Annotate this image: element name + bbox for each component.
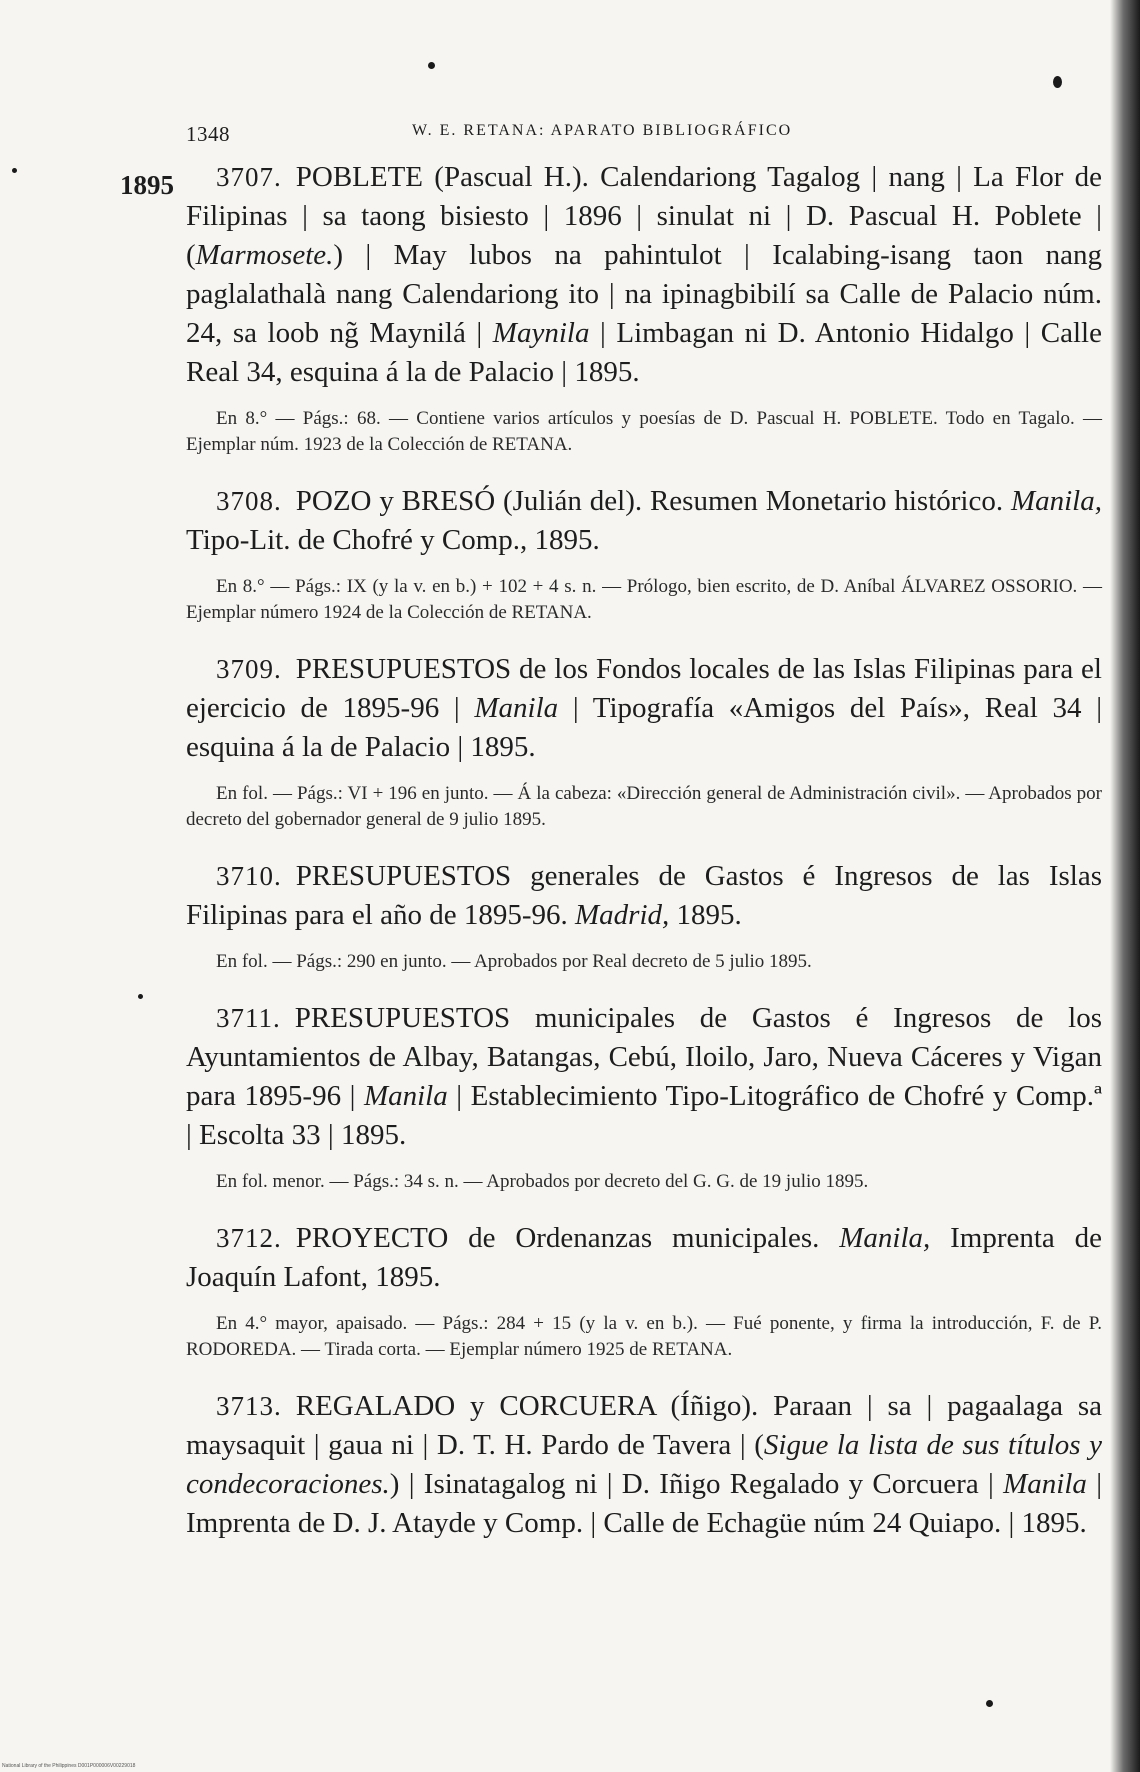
- ink-speck: [428, 62, 435, 69]
- entry-3707: [186, 158, 1102, 458]
- page-edge-shadow: [1110, 0, 1140, 1772]
- entry-number: 3709.: [216, 654, 282, 684]
- ink-speck: [12, 168, 17, 173]
- entry-3710: [186, 857, 1102, 975]
- entry-3711: [186, 999, 1102, 1195]
- entry-main-text: 3707. POBLETE (Pascual H.). Calendariong Tagalog | nang | La Flor de Filipinas | sa taong bisiesto | 1896 | sinulat ni | D. Pascual H. Poblete | (Marmosete.) | May lubos na pahintulot | Icalabing-isang taon nang paglalathalà nang Calendariong ito | na ipinagbibilí sa Calle de Palacio núm. 24, sa loob ng̃ Maynilá | Maynila | Limbagan ni D. Antonio Hidalgo | Calle Real 34, esquina á la de Palacio | 1895.: [186, 161, 1102, 388]
- entry-note: En fol. — Págs.: 290 en junto. — Aprobados por Real decreto de 5 julio 1895.: [216, 951, 812, 972]
- ink-speck: [1053, 76, 1062, 88]
- entry-3712: [186, 1219, 1102, 1363]
- entry-number: 3710.: [216, 861, 282, 891]
- library-watermark: National Library of the Philippines D001P000006V00229018: [2, 1763, 136, 1769]
- entry-main-text: 3708. POZO y BRESÓ (Julián del). Resumen Monetario histórico. Manila, Tipo-Lit. de Chofré y Comp., 1895.: [186, 485, 1102, 556]
- entry-3709: [186, 650, 1102, 833]
- entry-note: En 4.° mayor, apaisado. — Págs.: 284 + 15 (y la v. en b.). — Fué ponente, y firma la introducción, F. de P. RODOREDA. — Tirada corta. — Ejemplar número 1925 de RETANA.: [186, 1313, 1102, 1360]
- page-header: [186, 118, 1086, 148]
- entry-number: 3711.: [216, 1003, 281, 1033]
- page-number: 1348: [186, 122, 230, 146]
- entry-main-text: 3710. PRESUPUESTOS generales de Gastos é Ingresos de las Islas Filipinas para el año de 1895-96. Madrid, 1895.: [186, 860, 1102, 931]
- entry-main-text: 3711. PRESUPUESTOS municipales de Gastos é Ingresos de los Ayuntamientos de Albay, Batangas, Cebú, Iloilo, Jaro, Nueva Cáceres y Vigan para 1895-96 | Manila | Establecimiento Tipo-Litográfico de Chofré y Comp.ª | Escolta 33 | 1895.: [186, 1002, 1102, 1151]
- entry-number: 3713.: [216, 1391, 282, 1421]
- entries-list: [186, 158, 1102, 1567]
- entry-main-text: 3713. REGALADO y CORCUERA (Íñigo). Paraan | sa | pagaalaga sa maysaquit | gaua ni | D. T. H. Pardo de Tavera | (Sigue la lista de sus títulos y condecoraciones.) | Isinatagalog ni | D. Iñigo Regalado y Corcuera | Manila | Imprenta de D. J. Atayde y Comp. | Calle de Echagüe núm 24 Quiapo. | 1895.: [186, 1390, 1102, 1539]
- entry-note: En 8.° — Págs.: IX (y la v. en b.) + 102 + 4 s. n. — Prólogo, bien escrito, de D. Aníbal ÁLVAREZ OSSORIO. — Ejemplar número 1924 de la Colección de RETANA.: [186, 576, 1102, 623]
- entry-3708: [186, 482, 1102, 626]
- entry-main-text: 3712. PROYECTO de Ordenanzas municipales. Manila, Imprenta de Joaquín Lafont, 1895.: [186, 1222, 1103, 1293]
- entry-note: En fol. menor. — Págs.: 34 s. n. — Aprobados por decreto del G. G. de 19 julio 1895.: [216, 1171, 869, 1192]
- margin-year: 1895: [120, 170, 174, 200]
- entry-number: 3708.: [216, 486, 282, 516]
- entry-number: 3712.: [216, 1223, 282, 1253]
- entry-note: En 8.° — Págs.: 68. — Contiene varios artículos y poesías de D. Pascual H. POBLETE. Todo en Tagalo. — Ejemplar núm. 1923 de la Colección de RETANA.: [186, 408, 1102, 455]
- ink-speck: [138, 994, 143, 999]
- entry-note: En fol. — Págs.: VI + 196 en junto. — Á la cabeza: «Dirección general de Administración civil». — Aprobados por decreto del gobernador general de 9 julio 1895.: [186, 783, 1102, 830]
- entry-main-text: 3709. PRESUPUESTOS de los Fondos locales de las Islas Filipinas para el ejercicio de 1895-96 | Manila | Tipografía «Amigos del País», Real 34 | esquina á la de Palacio | 1895.: [186, 653, 1102, 763]
- ink-speck: [986, 1700, 993, 1707]
- entry-3713: [186, 1387, 1102, 1543]
- entry-number: 3707.: [216, 162, 282, 192]
- running-head: W. E. RETANA: APARATO BIBLIOGRÁFICO: [412, 122, 793, 139]
